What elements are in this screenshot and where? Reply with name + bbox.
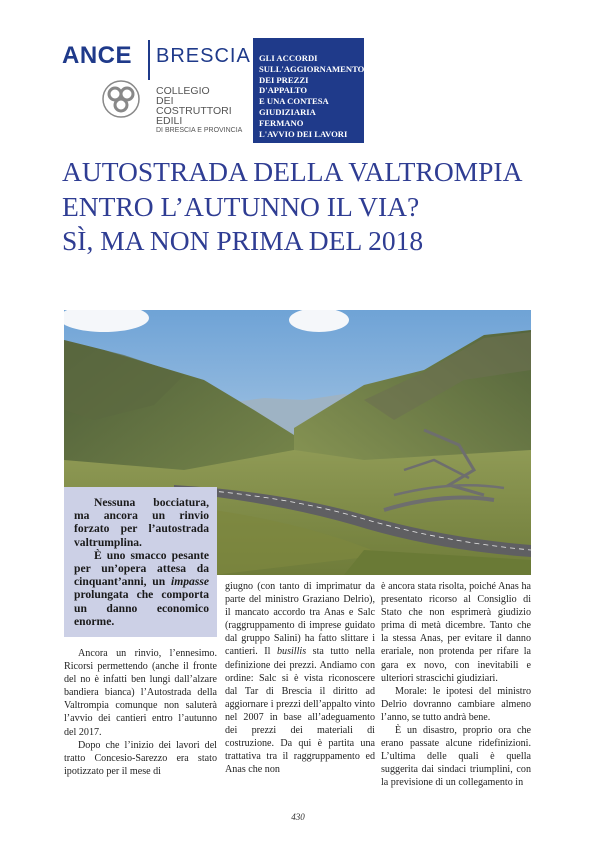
callout-para-2: È uno smacco pesante per un’opera attesa da cinquant’anni, un impasse prolungata che comporta un danno economico enorme.	[74, 548, 209, 628]
paragraph: Dopo che l’inizio dei lavori del tratto Concesio-Sarezzo era stato ipotizzato per il mese di	[64, 739, 217, 777]
logo-divider	[148, 40, 150, 80]
title-line-3: SÌ, MA NON PRIMA DEL 2018	[62, 225, 424, 256]
body-column-3	[381, 580, 531, 790]
paragraph: Ancora un rinvio, l’ennesimo. Ricorsi permettendo (anche il fronte del no è infatti ben lungi dall’alzare bandiera bianca) l’Autostrada della Valtrompia comunque non saluterà l’avvio dei cantieri entro l’autunno del 2017.	[64, 648, 217, 738]
callout-box	[64, 487, 217, 637]
cbe-emblem-icon	[102, 80, 140, 118]
callout-para-1: Nessuna bocciatura, ma ancora un rinvio forzato per l’autostrada valtrumplina.	[74, 496, 209, 549]
title-line-2: ENTRO L’AUTUNNO IL VIA?	[62, 190, 420, 222]
paragraph: Morale: le ipotesi del ministro Delrio dovranno cambiare almeno l’anno, se tutto andrà bene.	[381, 685, 531, 723]
article-title	[62, 155, 542, 259]
logo-city: BRESCIA	[156, 45, 251, 67]
page-number: 430	[291, 812, 305, 822]
paragraph: giugno (con tanto di imprimatur da parte del ministro Graziano Delrio), il mancato accordo tra Anas e Salc (raggruppamento di imprese guidato dal gruppo Salini) ha fatto slittare i cantieri. Il busillis sta tutto nella definizione dei prezzi. Andiamo con ordine: Salc si è vista riconoscere dal Tar di Brescia il diritto ad aggiornare i prezzi dell’appalto vinto nel 2007 in base all’adeguamento dei prezzi dei materiali di costruzione. Da qui è partita una trattativa tra il raggruppamento ed Anas che non	[225, 581, 375, 776]
paragraph: è ancora stata risolta, poiché Anas ha presentato ricorso al Consiglio di Stato che non esprimerà giudizio prima di metà dicembre. Tanto che la stessa Anas, per evitare il danno erariale, non protenda per rifare la gara ex novo, con inevitabili e ulteriori strascichi giudiziari.	[381, 581, 531, 684]
body-column-2	[225, 580, 375, 776]
paragraph: È un disastro, proprio ora che erano passate alcune ridefinizioni. L’ultima delle quali è quella suggerita dai sindaci triumplini, con la previsione di un collegamento in	[381, 725, 531, 789]
section-tag-box	[253, 38, 364, 143]
logo-subtitle: COLLEGIO DEI COSTRUTTORI EDILI DI BRESCIA E PROVINCIA	[156, 85, 243, 134]
logo-brand: ANCE	[62, 42, 133, 69]
section-tag-text: GLI ACCORDI SULL'AGGIORNAMENTO DEI PREZZI D'APPALTO E UNA CONTESA GIUDIZIARIA FERMANO L'AVVIO DEI LAVORI	[259, 53, 365, 139]
title-line-1: AUTOSTRADA DELLA VALTROMPIA	[62, 156, 523, 187]
ance-brescia-logo	[62, 40, 251, 134]
body-column-1	[64, 647, 217, 778]
